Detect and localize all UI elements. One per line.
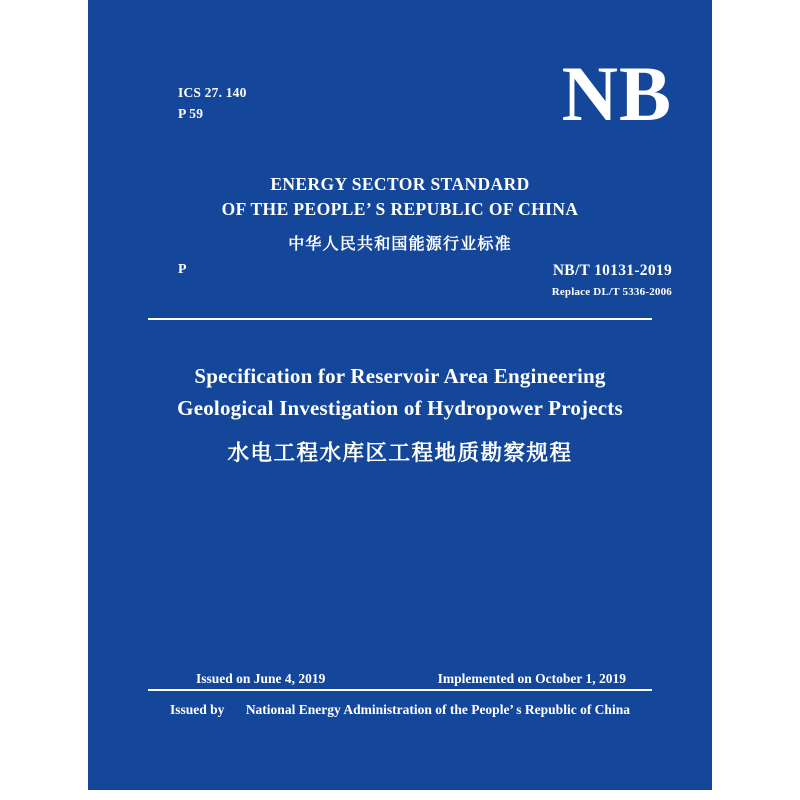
classification-code: P 59 [178, 106, 204, 121]
standard-cover-page [88, 0, 712, 790]
replaced-standard: Replace DL/T 5336-2006 [551, 286, 672, 298]
ics-number: ICS 27. 140 [178, 85, 247, 100]
dates-row [88, 671, 712, 689]
document-title-block [88, 360, 712, 467]
title-english-line2: Geological Investigation of Hydropower Projects [177, 396, 623, 420]
implementation-date: Implemented on October 1, 2019 [437, 671, 626, 686]
title-chinese: 水电工程水库区工程地质勘察规程 [227, 441, 573, 466]
issued-date: Issued on June 4, 2019 [196, 671, 326, 686]
divider-top [148, 318, 652, 320]
issued-by-row [88, 702, 712, 718]
nb-logo: NB [561, 50, 672, 137]
issuing-authority-block [88, 172, 712, 254]
issued-by-label: Issued by [170, 702, 225, 717]
issued-by-organization: National Energy Administration of the People’ s Republic of China [245, 702, 630, 717]
title-english-line1: Specification for Reservoir Area Engineering [194, 364, 606, 388]
standard-number-block [552, 262, 672, 298]
ics-classification-block [178, 82, 247, 124]
standard-number: NB/T 10131-2019 [552, 262, 672, 279]
standard-title-line2: OF THE PEOPLE’ S REPUBLIC OF CHINA [221, 199, 579, 219]
standard-title-line1: ENERGY SECTOR STANDARD [270, 174, 530, 194]
divider-bottom [148, 689, 652, 691]
category-letter: P [178, 262, 187, 277]
standard-title-chinese: 中华人民共和国能源行业标准 [288, 234, 512, 253]
